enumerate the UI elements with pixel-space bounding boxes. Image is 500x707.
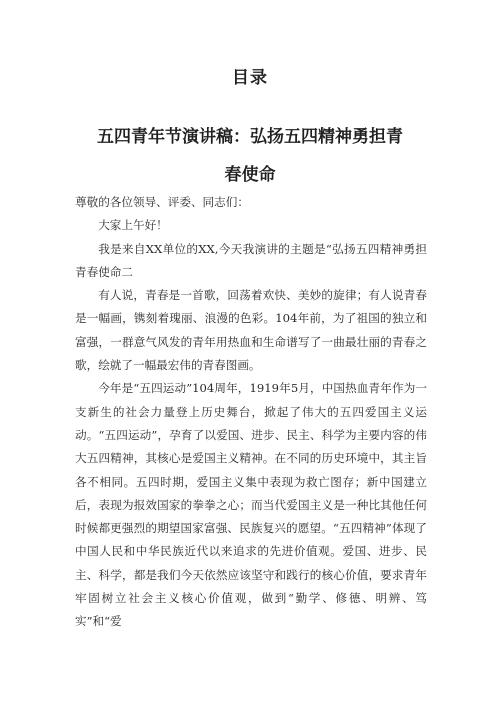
may-fourth-paragraph: 今年是“五四运动”104周年，1919年5月，中国热血青年作为一支新生的社会力量登上历史舞台，掀起了伟大的五四爱国主义运动。“五四运动”，孕育了以爱国、进步、民主、科学为主要内容的伟大五四精神，其核心是爱国主义精神。在不同的历史环境中，其主旨各不相同。五四时期，爱国主义集中表现为救亡图存；新中国建立后，表现为报效国家的拳拳之心；而当代爱国主义是一种比其他任何时候都更强烈的期望国家富强、民族复兴的愿望。“五四精神”体现了中国人民和中华民族近代以来追求的先进价值观。爱国、进步、民主、科学，都是我们今天依然应该坚守和践行的核心价值，要求青年牢固树立社会主义核心价值观，做到“勤学、修德、明辨、笃实”和“爱 [75, 381, 427, 629]
greeting-paragraph: 大家上午好！ [98, 218, 168, 233]
article-title-line-2: 春使命 [224, 165, 276, 185]
youth-paragraph: 有人说，青春是一首歌，回荡着欢快、美妙的旋律；有人说青春是一幅画，镌刻着瑰丽、浪漫的色彩。104年前，为了祖国的独立和富强，一群意气风发的青年用热血和生命谱写了一曲最壮丽的青春之歌，绘就了一幅最宏伟的青春图画。 [75, 288, 427, 373]
intro-paragraph: 我是来自XX单位的XX,今天我演讲的主题是“弘扬五四精神勇担青春使命二 [75, 241, 427, 279]
article-title-line-1: 五四青年节演讲稿：弘扬五四精神勇担青 [97, 127, 403, 147]
salutation-paragraph: 尊敬的各位领导、评委、同志们： [75, 195, 249, 209]
toc-heading: 目录 [232, 68, 268, 88]
article-body [75, 191, 427, 634]
